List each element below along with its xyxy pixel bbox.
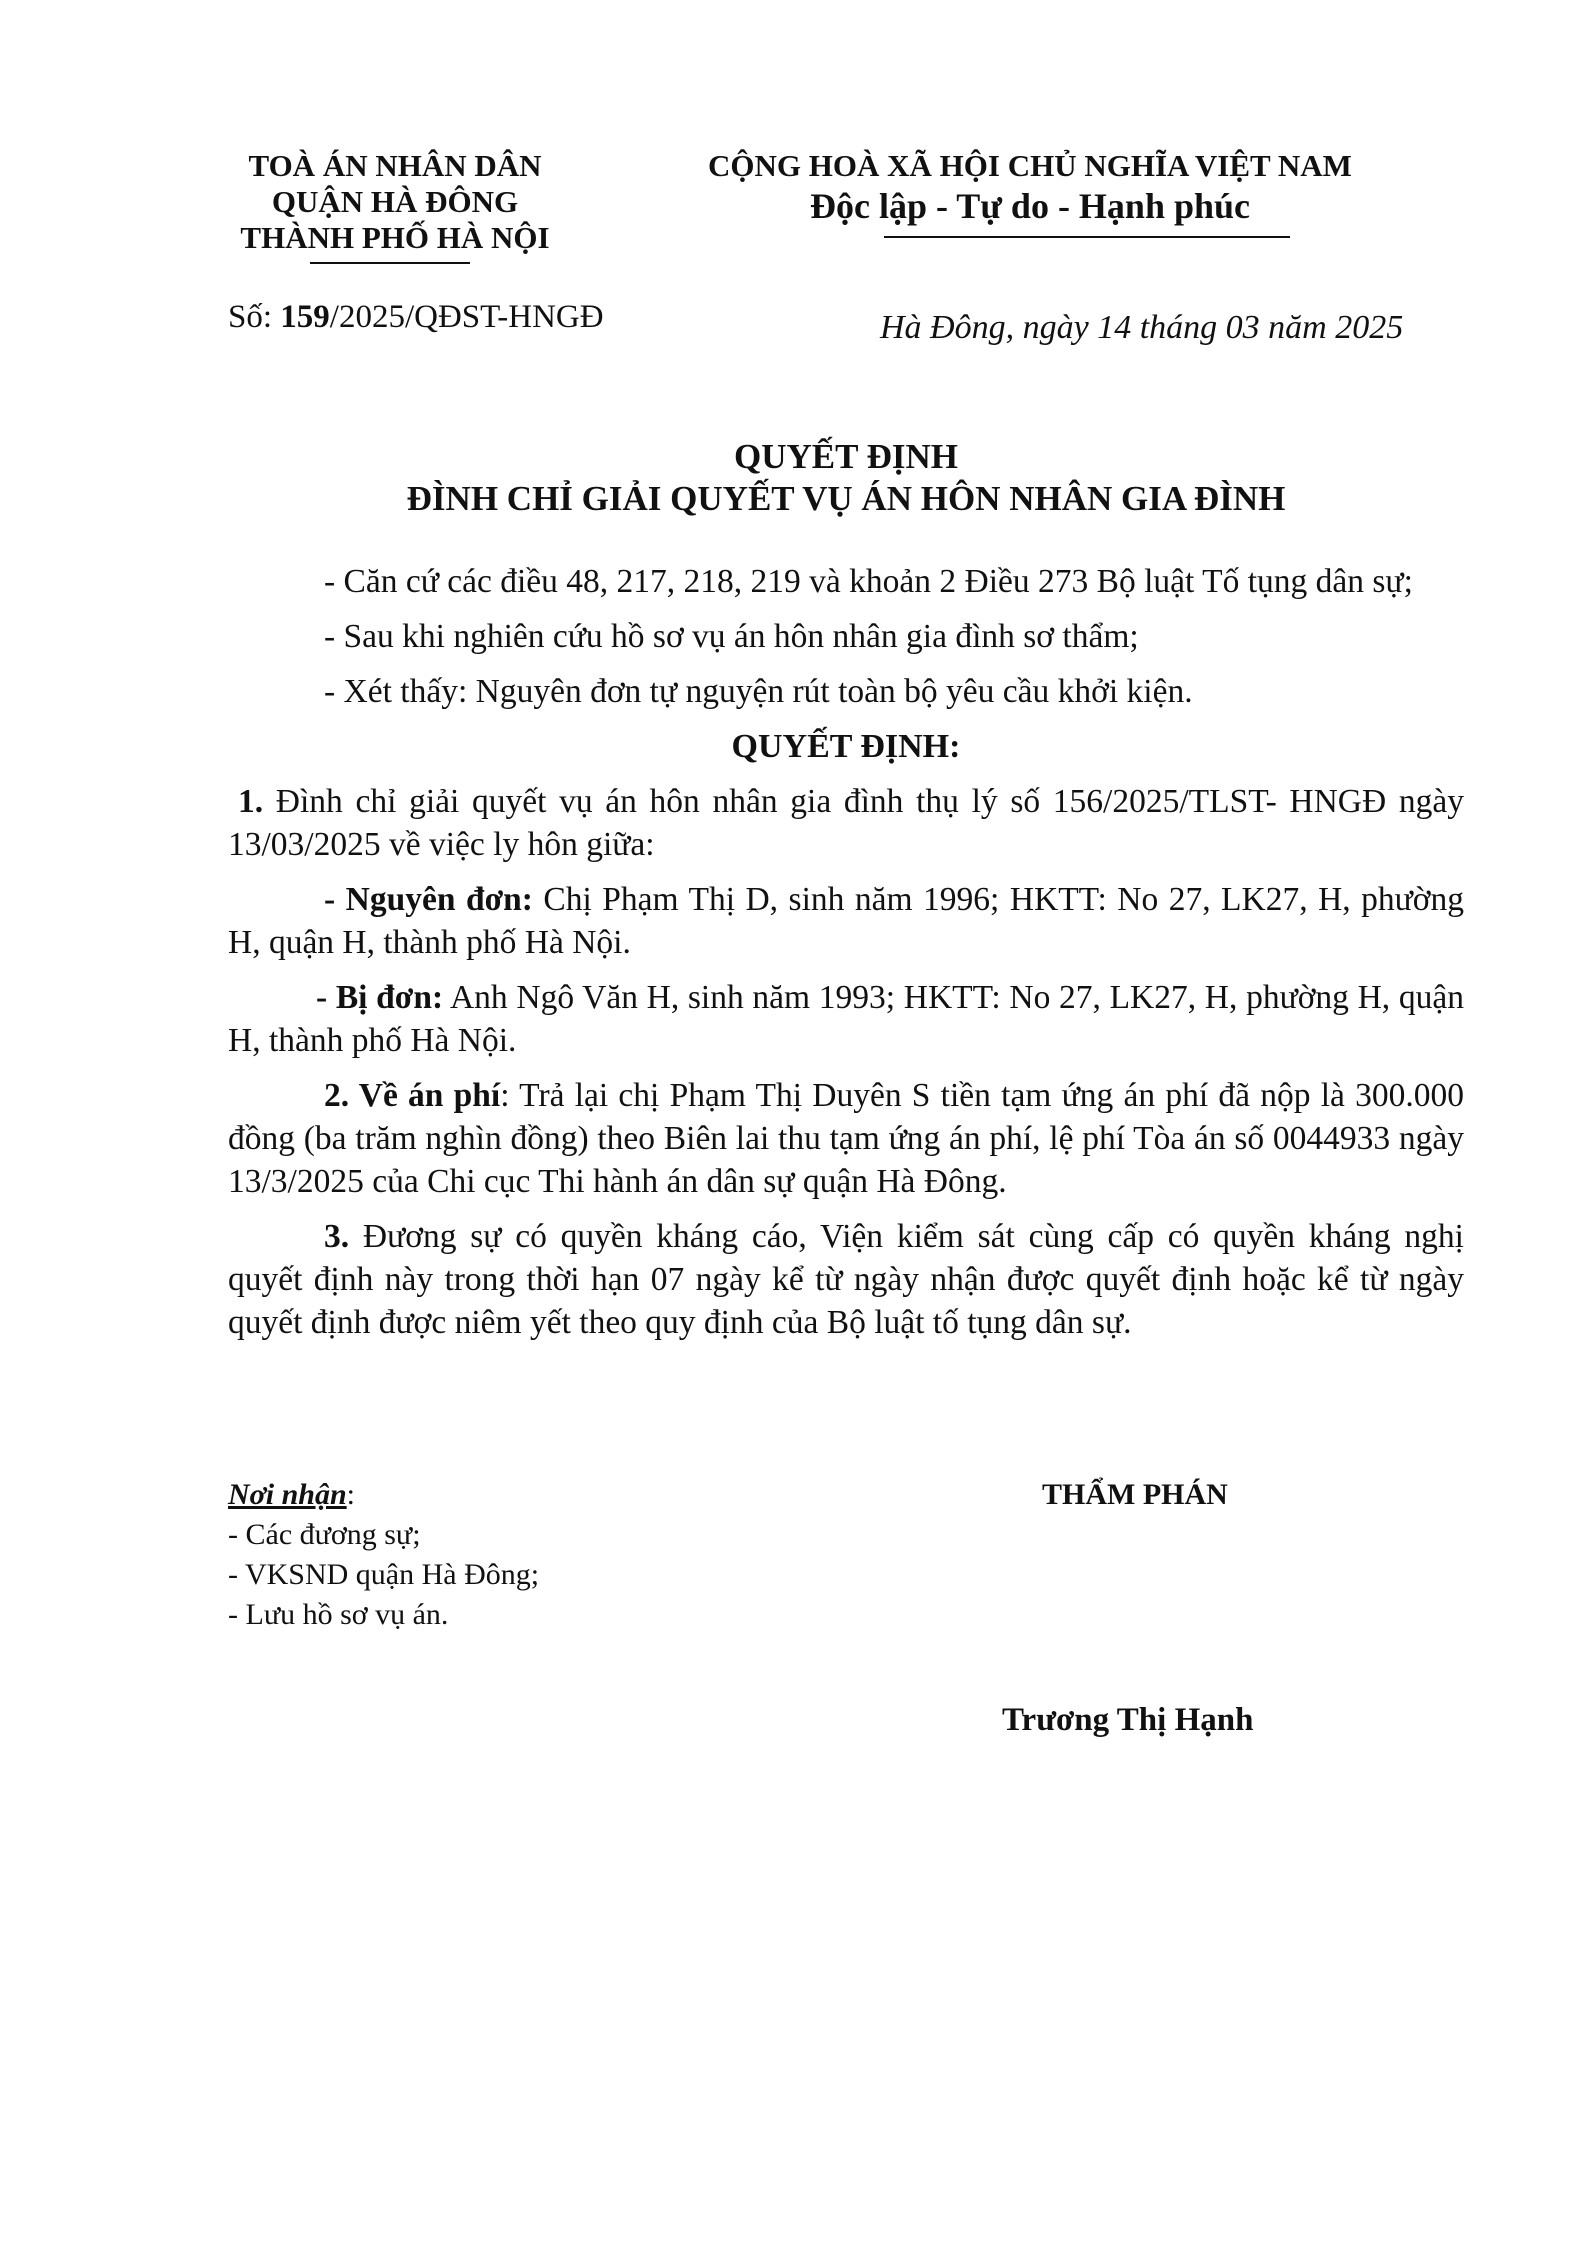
court-line-3: THÀNH PHỐ HÀ NỘI bbox=[240, 220, 550, 255]
title-line-2: ĐÌNH CHỈ GIẢI QUYẾT VỤ ÁN HÔN NHÂN GIA ĐÌNH bbox=[406, 479, 1286, 518]
document-body bbox=[228, 560, 1464, 1356]
basis-1: - Căn cứ các điều 48, 217, 218, 219 và khoản 2 Điều 273 Bộ luật Tố tụng dân sự; bbox=[324, 563, 1413, 600]
recipients-heading bbox=[228, 1475, 539, 1515]
signature-name: Trương Thị Hạnh bbox=[1002, 1702, 1254, 1738]
item-3-label: 3. bbox=[324, 1218, 350, 1255]
reference-number bbox=[228, 297, 604, 337]
defendant-text: Anh Ngô Văn H, sinh năm 1993; HKTT: No 27, LK27, H, phường H, quận H, thành phố Hà Nội. bbox=[228, 979, 1464, 1059]
title-line-1: QUYẾT ĐỊNH bbox=[734, 437, 958, 476]
defendant-label: - Bị đơn: bbox=[316, 979, 444, 1016]
defendant bbox=[228, 976, 1464, 1062]
court-header bbox=[185, 148, 605, 256]
plaintiff bbox=[228, 878, 1464, 964]
court-line-2: QUẬN HÀ ĐÔNG bbox=[271, 184, 519, 219]
recipient-item: - Lưu hồ sơ vụ án. bbox=[228, 1598, 449, 1631]
decision-heading: QUYẾT ĐỊNH: bbox=[731, 728, 961, 765]
item-1-number: 1. bbox=[238, 783, 264, 820]
signature-role: THẨM PHÁN bbox=[1042, 1478, 1228, 1511]
basis-2: - Sau khi nghiên cứu hồ sơ vụ án hôn nhân gia đình sơ thẩm; bbox=[324, 618, 1139, 655]
recipients-block bbox=[228, 1475, 539, 1635]
item-2 bbox=[228, 1074, 1464, 1203]
date-line: Hà Đông, ngày 14 tháng 03 năm 2025 bbox=[880, 309, 1404, 346]
recipient-item: - VKSND quận Hà Đông; bbox=[228, 1558, 540, 1591]
item-1 bbox=[228, 780, 1464, 866]
item-3 bbox=[228, 1215, 1464, 1344]
plaintiff-label: - Nguyên đơn: bbox=[324, 881, 533, 918]
item-2-label: 2. Về án phí bbox=[324, 1077, 501, 1114]
basis-3: - Xét thấy: Nguyên đơn tự nguyện rút toàn bộ yêu cầu khởi kiện. bbox=[324, 673, 1193, 710]
court-line-1: TOÀ ÁN NHÂN DÂN bbox=[248, 148, 542, 183]
item-3-text: Đương sự có quyền kháng cáo, Viện kiểm sát cùng cấp có quyền kháng nghị quyết định này trong thời hạn 07 ngày kể từ ngày nhận được quyết định hoặc kể từ ngày quyết định được niêm yết theo quy định của Bộ luật tố tụng dân sự. bbox=[228, 1218, 1464, 1341]
reference-number-value: 159 bbox=[280, 299, 330, 335]
nation-line-1: CỘNG HOÀ XÃ HỘI CHỦ NGHĨA VIỆT NAM bbox=[708, 148, 1352, 183]
plaintiff-text: Chị Phạm Thị D, sinh năm 1996; HKTT: No 27, LK27, H, phường H, quận H, thành phố Hà Nội. bbox=[228, 881, 1464, 961]
item-2-text: : Trả lại chị Phạm Thị Duyên S tiền tạm ứng án phí đã nộp là 300.000 đồng (ba trăm nghìn đồng) theo Biên lai thu tạm ứng án phí, lệ phí Tòa án số 0044933 ngày 13/3/2025 của Chi cục Thi hành án dân sự quận Hà Đông. bbox=[228, 1077, 1464, 1200]
reference-prefix: Số: bbox=[228, 299, 281, 335]
item-1-text: Đình chỉ giải quyết vụ án hôn nhân gia đình thụ lý số 156/2025/TLST- HNGĐ ngày 13/03/2025 về việc ly hôn giữa: bbox=[228, 783, 1464, 863]
court-header-rule bbox=[310, 262, 470, 264]
national-header-rule bbox=[884, 236, 1290, 238]
recipients-colon: : bbox=[346, 1478, 355, 1511]
document-title bbox=[228, 436, 1464, 520]
reference-suffix: /2025/QĐST-HNGĐ bbox=[329, 299, 604, 335]
nation-motto: Độc lập - Tự do - Hạnh phúc bbox=[809, 186, 1251, 226]
national-header bbox=[680, 148, 1380, 228]
recipients-title: Nơi nhận bbox=[228, 1478, 347, 1511]
recipient-item: - Các đương sự; bbox=[228, 1518, 421, 1551]
